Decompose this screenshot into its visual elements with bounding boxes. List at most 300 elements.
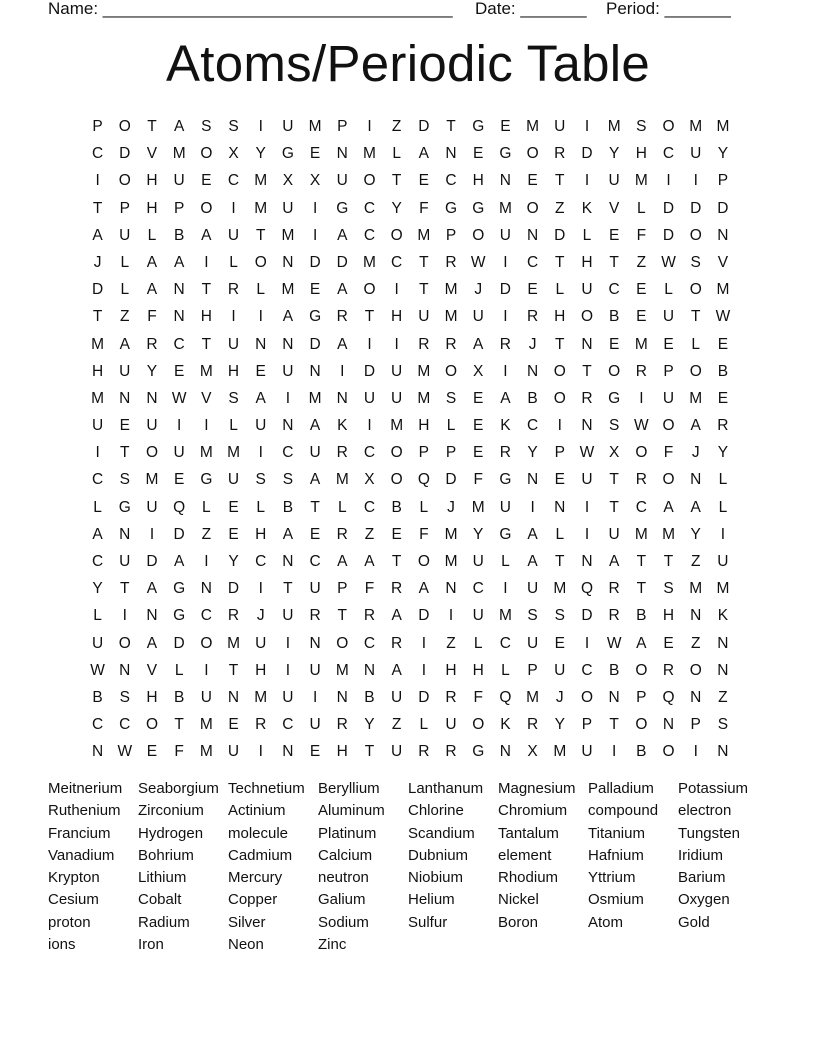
grid-letter: U bbox=[526, 634, 539, 652]
grid-letter: N bbox=[336, 389, 348, 407]
grid-letter: A bbox=[173, 253, 185, 271]
grid-letter: E bbox=[636, 308, 647, 326]
grid-letter: M bbox=[254, 199, 268, 217]
grid-letter: T bbox=[555, 553, 565, 570]
grid-letter: D bbox=[445, 471, 457, 489]
grid-letter: G bbox=[472, 118, 485, 135]
grid-letter: O bbox=[635, 661, 648, 679]
grid-letter: U bbox=[363, 389, 376, 407]
word-list-item: Technetium bbox=[228, 780, 305, 797]
grid-letter: L bbox=[392, 145, 401, 163]
grid-letter: O bbox=[553, 362, 566, 380]
word-list-item: Radium bbox=[138, 913, 190, 931]
grid-letter: R bbox=[336, 444, 348, 462]
grid-letter: D bbox=[418, 118, 430, 135]
grid-letter: L bbox=[446, 417, 456, 435]
grid-letter: H bbox=[581, 253, 593, 271]
grid-letter: B bbox=[636, 743, 647, 761]
grid-letter: N bbox=[690, 688, 702, 706]
grid-letter: O bbox=[363, 281, 376, 299]
grid-letter: B bbox=[717, 362, 729, 380]
grid-letter: A bbox=[337, 335, 348, 353]
grid-letter: T bbox=[120, 580, 130, 598]
grid-letter: S bbox=[282, 471, 294, 489]
grid-letter: S bbox=[119, 471, 130, 489]
grid-letter: L bbox=[664, 281, 673, 299]
grid-letter: R bbox=[336, 525, 348, 543]
word-list-item: Ruthenium bbox=[48, 802, 121, 820]
word-list-item: Atom bbox=[588, 913, 624, 931]
word-list-item: Helium bbox=[408, 891, 455, 909]
word-list-item: Galium bbox=[318, 891, 366, 909]
grid-letter: N bbox=[173, 281, 185, 299]
grid-letter: I bbox=[367, 335, 372, 353]
grid-letter: R bbox=[608, 580, 620, 598]
grid-letter: U bbox=[391, 743, 403, 761]
grid-letter: E bbox=[228, 498, 239, 516]
grid-letter: J bbox=[555, 688, 564, 706]
grid-letter: O bbox=[689, 362, 702, 380]
grid-letter: T bbox=[663, 553, 674, 570]
grid-letter: M bbox=[417, 362, 431, 380]
grid-letter: T bbox=[419, 281, 429, 299]
grid-letter: O bbox=[363, 172, 376, 190]
grid-letter: A bbox=[418, 145, 430, 163]
grid-letter: K bbox=[337, 417, 348, 435]
grid-letter: D bbox=[690, 199, 702, 217]
grid-letter: G bbox=[173, 607, 186, 625]
grid-letter: W bbox=[117, 743, 133, 761]
grid-letter: E bbox=[119, 417, 130, 435]
grid-letter: U bbox=[662, 389, 675, 407]
grid-letter: A bbox=[337, 553, 348, 570]
grid-letter: L bbox=[174, 661, 184, 679]
grid-letter: D bbox=[119, 145, 131, 163]
grid-letter: Z bbox=[555, 199, 565, 217]
grid-letter: O bbox=[689, 281, 702, 299]
word-list-item: Iron bbox=[138, 936, 164, 954]
grid-letter: U bbox=[227, 226, 240, 244]
grid-letter: D bbox=[363, 362, 376, 380]
grid-letter: M bbox=[471, 498, 485, 516]
grid-letter: N bbox=[554, 498, 566, 516]
grid-letter: M bbox=[227, 634, 240, 652]
grid-letter: U bbox=[91, 634, 104, 652]
grid-letter: D bbox=[717, 199, 729, 217]
grid-letter: Y bbox=[391, 199, 402, 217]
grid-letter: M bbox=[363, 145, 376, 163]
grid-letter: C bbox=[255, 553, 267, 570]
page-title: Atoms/Periodic Table bbox=[165, 35, 651, 92]
grid-letter: E bbox=[527, 172, 538, 190]
grid-letter: O bbox=[635, 716, 648, 734]
grid-letter: U bbox=[336, 172, 348, 190]
grid-letter: E bbox=[527, 281, 538, 299]
grid-letter: X bbox=[527, 743, 538, 761]
grid-letter: O bbox=[118, 634, 131, 652]
grid-letter: W bbox=[715, 308, 731, 326]
grid-letter: K bbox=[581, 199, 593, 217]
grid-letter: O bbox=[662, 471, 675, 489]
word-list-item: Titanium bbox=[588, 824, 645, 842]
grid-letter: M bbox=[634, 525, 648, 543]
grid-letter: E bbox=[608, 335, 620, 353]
grid-letter: W bbox=[171, 389, 187, 407]
word-list-item: electron bbox=[678, 802, 732, 820]
grid-letter: I bbox=[584, 634, 590, 652]
grid-letter: E bbox=[173, 471, 185, 489]
grid-letter: Z bbox=[718, 688, 728, 706]
grid-letter: Z bbox=[636, 253, 647, 271]
grid-letter: I bbox=[285, 661, 291, 679]
word-list-item: neutron bbox=[318, 869, 369, 887]
grid-letter: K bbox=[717, 607, 729, 625]
grid-letter: T bbox=[337, 607, 348, 625]
grid-letter: O bbox=[689, 226, 702, 244]
grid-letter: A bbox=[146, 634, 158, 652]
grid-letter: I bbox=[204, 661, 209, 679]
grid-letter: O bbox=[145, 716, 158, 734]
grid-letter: N bbox=[282, 417, 294, 435]
word-list-item: Tantalum bbox=[498, 824, 559, 842]
grid-letter: B bbox=[92, 688, 103, 706]
grid-letter: A bbox=[418, 580, 430, 598]
grid-letter: Z bbox=[690, 634, 701, 652]
word-list-item: Palladium bbox=[588, 780, 654, 797]
grid-letter: T bbox=[310, 498, 320, 516]
grid-letter: R bbox=[499, 335, 511, 353]
grid-letter: L bbox=[202, 498, 211, 516]
grid-letter: H bbox=[227, 362, 240, 380]
grid-letter: W bbox=[470, 253, 486, 271]
grid-letter: H bbox=[445, 661, 457, 679]
grid-letter: D bbox=[227, 580, 240, 598]
grid-letter: L bbox=[555, 525, 565, 543]
grid-letter: W bbox=[579, 444, 595, 462]
word-list-item: Boron bbox=[498, 913, 539, 931]
grid-letter: Y bbox=[608, 145, 620, 163]
grid-letter: R bbox=[363, 607, 376, 625]
grid-letter: M bbox=[526, 118, 540, 135]
grid-letter: C bbox=[391, 253, 403, 271]
grid-letter: B bbox=[391, 498, 402, 516]
name-field-label: Name: _____________________________________ bbox=[48, 0, 453, 18]
grid-letter: N bbox=[363, 661, 376, 679]
grid-letter: F bbox=[473, 471, 483, 489]
grid-letter: O bbox=[689, 661, 702, 679]
grid-letter: H bbox=[146, 172, 158, 190]
grid-letter: I bbox=[204, 253, 209, 271]
grid-letter: N bbox=[499, 172, 511, 190]
word-list-item: Magnesium bbox=[498, 780, 576, 797]
word-list-item: Zirconium bbox=[138, 802, 204, 820]
grid-letter: B bbox=[282, 498, 294, 516]
grid-letter: T bbox=[147, 118, 157, 135]
grid-letter: M bbox=[662, 525, 675, 543]
grid-letter: W bbox=[661, 253, 676, 271]
grid-letter: L bbox=[229, 253, 238, 271]
grid-letter: A bbox=[690, 417, 701, 435]
grid-letter: O bbox=[472, 716, 485, 734]
word-list-item: Silver bbox=[228, 913, 266, 931]
grid-letter: I bbox=[612, 743, 617, 761]
grid-letter: Y bbox=[255, 145, 266, 163]
grid-letter: U bbox=[173, 172, 185, 190]
grid-letter: F bbox=[174, 743, 184, 761]
grid-letter: N bbox=[282, 253, 294, 271]
grid-letter: U bbox=[581, 471, 593, 489]
grid-letter: G bbox=[499, 145, 512, 163]
grid-letter: I bbox=[584, 525, 590, 543]
grid-letter: M bbox=[308, 118, 322, 135]
grid-letter: T bbox=[201, 281, 212, 299]
grid-letter: R bbox=[336, 308, 348, 326]
grid-letter: N bbox=[282, 743, 294, 761]
grid-letter: P bbox=[337, 118, 348, 135]
grid-letter: O bbox=[580, 688, 593, 706]
grid-letter: R bbox=[391, 580, 403, 598]
grid-letter: E bbox=[473, 417, 484, 435]
grid-letter: W bbox=[90, 661, 105, 679]
word-list-item: Tungsten bbox=[678, 824, 740, 842]
grid-letter: R bbox=[445, 688, 457, 706]
grid-letter: D bbox=[309, 335, 321, 353]
grid-letter: E bbox=[473, 444, 484, 462]
grid-letter: Y bbox=[690, 525, 701, 543]
grid-letter: N bbox=[662, 716, 675, 734]
grid-letter: K bbox=[500, 417, 511, 435]
grid-letter: R bbox=[608, 607, 620, 625]
grid-letter: M bbox=[444, 553, 458, 570]
word-list-item: Actinium bbox=[228, 802, 286, 820]
grid-letter: E bbox=[309, 145, 321, 163]
grid-letter: F bbox=[663, 444, 674, 462]
grid-letter: M bbox=[553, 580, 567, 598]
grid-letter: M bbox=[716, 118, 730, 135]
grid-letter: T bbox=[92, 308, 103, 326]
grid-letter: L bbox=[718, 498, 728, 516]
grid-letter: M bbox=[634, 172, 648, 190]
grid-letter: A bbox=[337, 226, 348, 244]
grid-letter: C bbox=[227, 172, 240, 190]
grid-letter: J bbox=[691, 444, 700, 462]
grid-letter: Z bbox=[391, 118, 402, 135]
grid-letter: M bbox=[335, 661, 349, 679]
grid-letter: E bbox=[255, 362, 266, 380]
grid-letter: P bbox=[418, 444, 430, 462]
grid-letter: I bbox=[639, 389, 644, 407]
word-list-item: Niobium bbox=[408, 869, 464, 887]
grid-letter: C bbox=[472, 580, 484, 598]
grid-letter: D bbox=[662, 226, 675, 244]
grid-letter: U bbox=[200, 688, 212, 706]
grid-letter: L bbox=[691, 335, 701, 353]
date-field-label: Date: _______ bbox=[475, 0, 587, 18]
grid-letter: E bbox=[228, 716, 239, 734]
grid-letter: R bbox=[445, 335, 457, 353]
grid-letter: I bbox=[720, 525, 726, 543]
grid-letter: N bbox=[526, 226, 539, 244]
grid-letter: E bbox=[717, 389, 729, 407]
grid-letter: U bbox=[662, 308, 675, 326]
grid-letter: O bbox=[118, 172, 131, 190]
grid-letter: C bbox=[608, 281, 620, 299]
grid-letter: U bbox=[119, 362, 131, 380]
grid-letter: M bbox=[91, 335, 105, 353]
grid-letter: T bbox=[636, 553, 647, 570]
grid-letter: P bbox=[554, 444, 565, 462]
grid-letter: I bbox=[394, 281, 399, 299]
grid-letter: E bbox=[228, 525, 239, 543]
grid-letter: N bbox=[309, 362, 321, 380]
grid-letter: U bbox=[690, 145, 702, 163]
grid-letter: E bbox=[500, 118, 511, 135]
grid-letter: H bbox=[472, 172, 484, 190]
grid-letter: A bbox=[309, 471, 321, 489]
grid-letter: H bbox=[336, 743, 348, 761]
grid-letter: P bbox=[663, 362, 674, 380]
grid-letter: N bbox=[119, 525, 131, 543]
grid-letter: L bbox=[147, 226, 157, 244]
word-list-item: element bbox=[498, 846, 552, 864]
grid-letter: E bbox=[636, 281, 647, 299]
grid-letter: T bbox=[228, 661, 239, 679]
word-list-item: Gold bbox=[678, 913, 710, 931]
grid-letter: S bbox=[636, 118, 647, 135]
grid-letter: N bbox=[119, 661, 131, 679]
grid-letter: U bbox=[472, 607, 484, 625]
grid-letter: M bbox=[281, 226, 295, 244]
grid-letter: V bbox=[146, 661, 158, 679]
grid-letter: C bbox=[282, 444, 294, 462]
grid-letter: N bbox=[526, 362, 539, 380]
grid-letter: Q bbox=[662, 688, 675, 706]
word-list-item: Sodium bbox=[318, 913, 369, 931]
grid-letter: J bbox=[93, 253, 102, 271]
grid-letter: O bbox=[553, 389, 566, 407]
grid-letter: J bbox=[447, 498, 455, 516]
grid-letter: W bbox=[634, 417, 649, 435]
grid-letter: T bbox=[255, 226, 266, 244]
grid-letter: Q bbox=[173, 498, 186, 516]
grid-letter: M bbox=[172, 145, 186, 163]
grid-letter: P bbox=[636, 688, 647, 706]
grid-letter: C bbox=[499, 634, 511, 652]
grid-letter: R bbox=[526, 716, 539, 734]
grid-letter: T bbox=[582, 362, 592, 380]
grid-letter: L bbox=[501, 553, 510, 570]
grid-letter: B bbox=[173, 226, 185, 244]
grid-letter: M bbox=[689, 389, 703, 407]
grid-letter: O bbox=[200, 634, 213, 652]
grid-letter: U bbox=[309, 716, 321, 734]
grid-letter: I bbox=[312, 688, 318, 706]
grid-letter: U bbox=[309, 580, 321, 598]
grid-letter: N bbox=[581, 335, 593, 353]
grid-letter: L bbox=[93, 607, 102, 625]
grid-letter: T bbox=[364, 743, 375, 761]
grid-letter: I bbox=[367, 417, 372, 435]
grid-letter: Y bbox=[473, 525, 484, 543]
grid-letter: T bbox=[283, 580, 293, 598]
grid-letter: A bbox=[282, 308, 294, 326]
grid-letter: I bbox=[448, 607, 454, 625]
word-list-item: ions bbox=[48, 936, 76, 954]
grid-letter: E bbox=[309, 743, 321, 761]
grid-letter: R bbox=[309, 607, 321, 625]
grid-letter: D bbox=[146, 553, 158, 570]
grid-letter: E bbox=[554, 471, 565, 489]
grid-letter: M bbox=[498, 199, 512, 217]
word-list-item: Chlorine bbox=[408, 802, 464, 820]
grid-letter: E bbox=[473, 145, 484, 163]
grid-letter: X bbox=[282, 172, 294, 190]
grid-letter: O bbox=[254, 253, 267, 271]
grid-letter: C bbox=[363, 226, 376, 244]
grid-letter: A bbox=[146, 281, 158, 299]
word-list-item: Rhodium bbox=[498, 869, 559, 887]
grid-letter: T bbox=[92, 199, 103, 217]
grid-letter: R bbox=[554, 145, 566, 163]
grid-letter: M bbox=[417, 389, 431, 407]
grid-letter: C bbox=[91, 471, 104, 489]
word-list-item: Cobalt bbox=[138, 891, 182, 909]
grid-letter: A bbox=[690, 498, 701, 516]
grid-letter: B bbox=[173, 688, 185, 706]
grid-letter: I bbox=[285, 389, 291, 407]
grid-letter: Y bbox=[717, 145, 729, 163]
grid-letter: N bbox=[581, 417, 593, 435]
word-list-item: Oxygen bbox=[678, 891, 730, 909]
grid-letter: I bbox=[258, 444, 263, 462]
grid-letter: M bbox=[308, 389, 322, 407]
word-list-item: Scandium bbox=[408, 824, 475, 842]
word-list-item: Nickel bbox=[498, 891, 539, 909]
grid-letter: C bbox=[119, 716, 131, 734]
grid-letter: D bbox=[173, 634, 185, 652]
grid-letter: Y bbox=[228, 553, 239, 570]
grid-letter: D bbox=[309, 253, 321, 271]
grid-letter: M bbox=[634, 335, 648, 353]
grid-letter: N bbox=[526, 471, 539, 489]
grid-letter: H bbox=[418, 417, 430, 435]
grid-letter: S bbox=[527, 607, 538, 625]
grid-letter: T bbox=[120, 444, 130, 462]
word-list-item: Barium bbox=[678, 869, 726, 887]
grid-letter: U bbox=[227, 471, 240, 489]
grid-letter: S bbox=[717, 716, 729, 734]
grid-letter: E bbox=[173, 362, 185, 380]
grid-letter: I bbox=[312, 199, 318, 217]
grid-letter: H bbox=[91, 362, 104, 380]
grid-letter: A bbox=[201, 226, 212, 244]
grid-letter: A bbox=[527, 553, 538, 570]
grid-letter: T bbox=[174, 716, 184, 734]
grid-letter: G bbox=[200, 471, 213, 489]
grid-letter: A bbox=[636, 634, 647, 652]
grid-letter: I bbox=[95, 172, 100, 190]
grid-letter: U bbox=[418, 308, 430, 326]
grid-letter: N bbox=[608, 688, 620, 706]
word-list bbox=[48, 778, 768, 956]
grid-letter: N bbox=[690, 607, 702, 625]
grid-letter: L bbox=[419, 716, 429, 734]
grid-letter: N bbox=[499, 743, 511, 761]
grid-letter: N bbox=[309, 634, 321, 652]
grid-letter: D bbox=[581, 145, 593, 163]
grid-letter: O bbox=[118, 118, 131, 135]
grid-letter: D bbox=[91, 281, 104, 299]
